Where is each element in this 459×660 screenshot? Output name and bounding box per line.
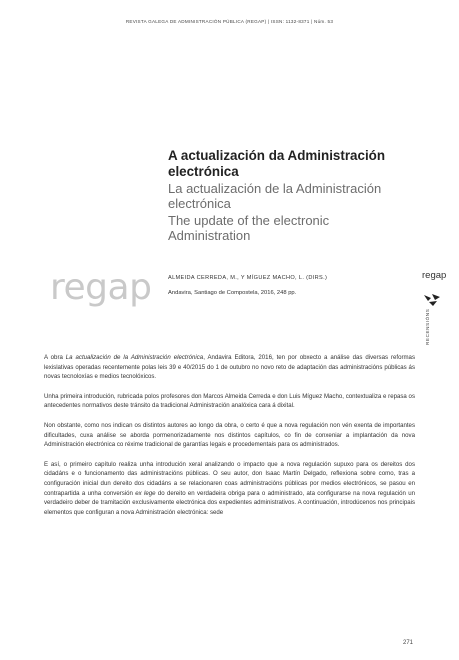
paragraph-4: E así, o primeiro capítulo realiza unha introdución xeral analizando o impacto que a nova regulación supuxo para os dereitos dos cidadáns e o funcionamento das administracións públicas. O seu autor, don Isaac Martín Delgado, reflexiona sobre como, tras a configuración inicial dun dereito dos cidadáns a se relacionaren coas administracións públicas por medios electrónicos, se pasou en contrapartida a unha conversión ex lege do dereito en verdadeira obriga para o administrado, ata configurarse na nova regulación un verdadeiro deber de tramitación exclusivamente electrónica dos expedientes administrativos. A continuación, introdúcenos nos principais elementos que configuran a nova Administración electrónica: sede bbox=[44, 460, 415, 516]
page-number: 271 bbox=[403, 640, 414, 646]
book-authors: ALMEIDA CERREDA, M., Y MÍGUEZ MACHO, L. (DIRS.) bbox=[168, 275, 328, 281]
title-galician: A actualización da Administración electrónica bbox=[168, 148, 386, 179]
paragraph-3: Non obstante, como nos indican os distintos autores ao longo da obra, o certo é que a nova regulación non vén exenta de importantes dificultades, cuxa análise se aborda pormenorizadamente nos distintos capítulos, co fin de conxeniar a implantación da nova Administración electrónica co réxime tradicional de garantías legais e procedementais para os administrados. bbox=[44, 421, 415, 449]
paragraph-2: Unha primeira introdución, rubricada polos profesores don Marcos Almeida Cerreda e don Luis Míguez Macho, contextualiza e repasa os antecedentes normativos deste tránsito da tradicional Administración analóxica cara á dixital. bbox=[44, 392, 415, 410]
title-block bbox=[168, 148, 408, 243]
journal-header: REVISTA GALEGA DE ADMINISTRACIÓN PÚBLICA (REGAP) | ISSN: 1132-8371 | Núm. 53 bbox=[125, 19, 334, 24]
paragraph-1: A obra La actualización de la Administración electrónica, Andavira Editora, 2016, ten por obxecto a análise das diversas reformas lexislativas operadas recentemente polas leis 39 e 40/2015 do 1 de outubro no novo reto de adaptación das administracións públicas ás novas tecnoloxías e medios tecnolóxicos. bbox=[44, 354, 415, 381]
book-publisher: Andavira, Santiago de Compostela, 2016, 248 pp. bbox=[168, 290, 297, 296]
section-label: RECENSIÓNS bbox=[425, 308, 430, 345]
review-body bbox=[44, 353, 415, 527]
title-spanish: La actualización de la Administración electrónica bbox=[168, 181, 382, 211]
title-english: The update of the electronic Administration bbox=[168, 213, 330, 243]
sidebar-regap-logo: regap bbox=[422, 270, 447, 281]
regap-logo-large: regap bbox=[50, 267, 152, 308]
